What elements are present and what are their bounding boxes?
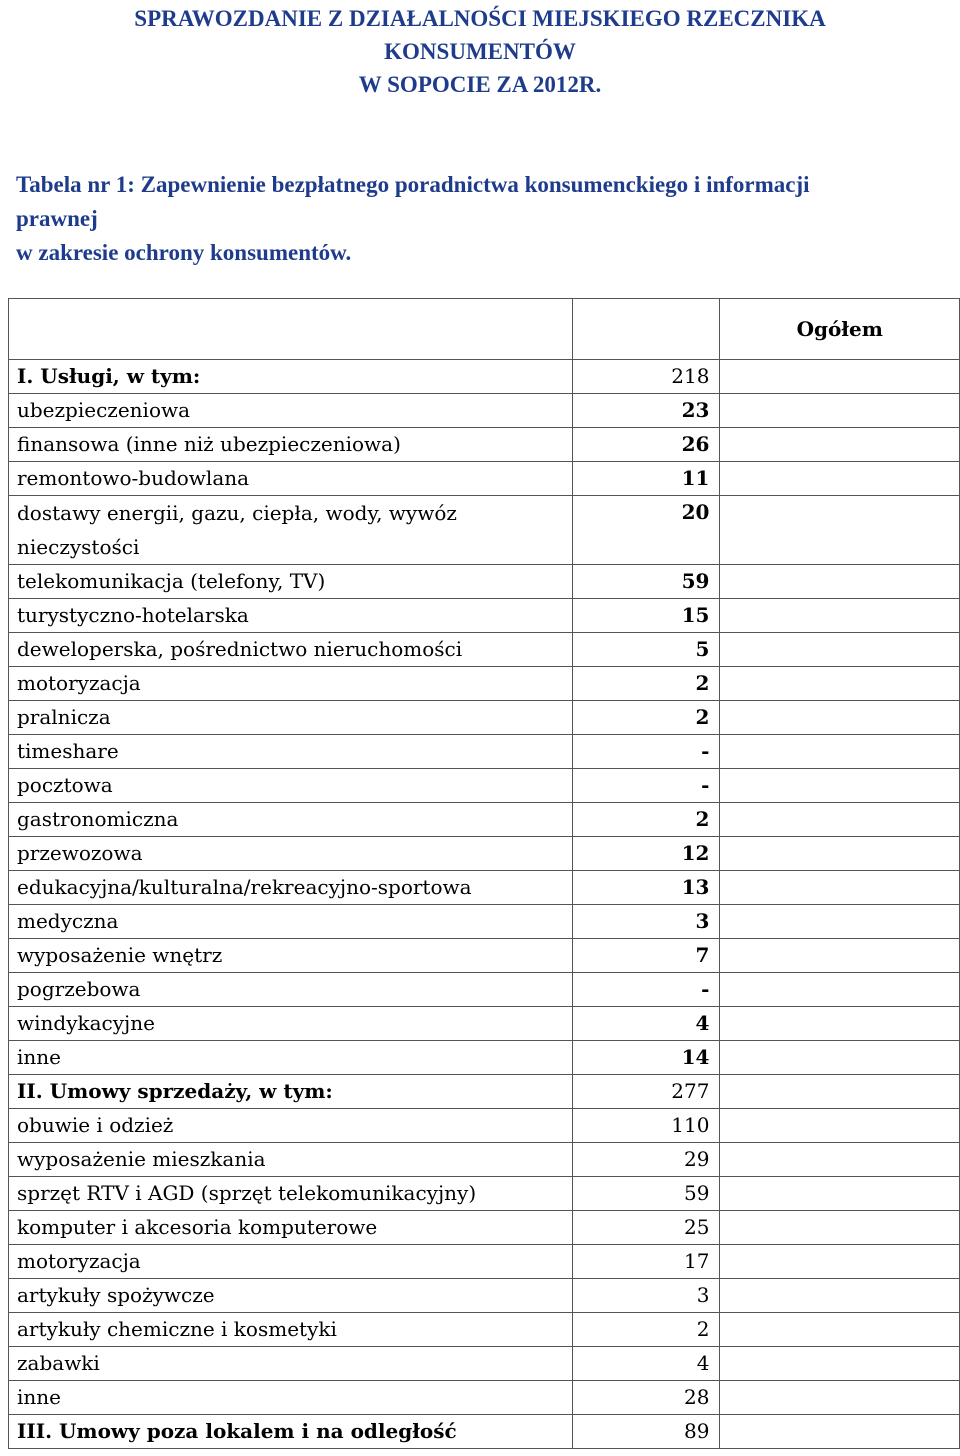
table-row — [9, 1109, 960, 1143]
row-value: 23 — [572, 394, 720, 428]
spacer-cell — [720, 667, 960, 701]
table-row — [9, 769, 960, 803]
row-label: sprzęt RTV i AGD (sprzęt telekomunikacyjny) — [9, 1177, 573, 1211]
row-value: 4 — [572, 1347, 720, 1381]
row-value: 20 — [572, 496, 720, 565]
row-value: - — [572, 973, 720, 1007]
row-value: 25 — [572, 1211, 720, 1245]
row-label: komputer i akcesoria komputerowe — [9, 1211, 573, 1245]
row-value: 13 — [572, 871, 720, 905]
table-row — [9, 1381, 960, 1415]
row-label: finansowa (inne niż ubezpieczeniowa) — [9, 428, 573, 462]
spacer-cell — [720, 905, 960, 939]
row-label: III. Umowy poza lokalem i na odległość — [9, 1415, 573, 1449]
row-label: inne — [9, 1381, 573, 1415]
row-value: - — [572, 769, 720, 803]
table-row — [9, 1177, 960, 1211]
table-row — [9, 905, 960, 939]
caption-line: Tabela nr 1: Zapewnienie bezpłatnego poradnictwa konsumenckiego i informacji — [16, 172, 810, 197]
spacer-cell — [720, 360, 960, 394]
row-value: 218 — [572, 360, 720, 394]
title-line: SPRAWOZDANIE Z DZIAŁALNOŚCI MIEJSKIEGO RZECZNIKA — [134, 6, 826, 31]
row-label: wyposażenie wnętrz — [9, 939, 573, 973]
row-value: 59 — [572, 1177, 720, 1211]
row-value: 3 — [572, 905, 720, 939]
row-value: 277 — [572, 1075, 720, 1109]
spacer-cell — [720, 803, 960, 837]
row-value: 12 — [572, 837, 720, 871]
table-caption — [16, 168, 956, 270]
spacer-cell — [720, 1041, 960, 1075]
row-value: 15 — [572, 599, 720, 633]
row-label: przewozowa — [9, 837, 573, 871]
table-row — [9, 565, 960, 599]
row-label: gastronomiczna — [9, 803, 573, 837]
table-row — [9, 973, 960, 1007]
row-label: pralnicza — [9, 701, 573, 735]
row-value: 110 — [572, 1109, 720, 1143]
row-label: zabawki — [9, 1347, 573, 1381]
row-value: 2 — [572, 803, 720, 837]
table-row — [9, 496, 960, 565]
row-value: 14 — [572, 1041, 720, 1075]
caption-line: w zakresie ochrony konsumentów. — [16, 240, 352, 265]
header-empty-cell — [572, 299, 720, 360]
section-row — [9, 1415, 960, 1449]
spacer-cell — [720, 735, 960, 769]
spacer-cell — [720, 939, 960, 973]
table-row — [9, 871, 960, 905]
table-row — [9, 803, 960, 837]
spacer-cell — [720, 837, 960, 871]
title-line: W SOPOCIE ZA 2012R. — [358, 72, 602, 97]
row-label: motoryzacja — [9, 1245, 573, 1279]
row-label: edukacyjna/kulturalna/rekreacyjno-sportowa — [9, 871, 573, 905]
spacer-cell — [720, 633, 960, 667]
spacer-cell — [720, 1415, 960, 1449]
row-value: 29 — [572, 1143, 720, 1177]
row-label: pocztowa — [9, 769, 573, 803]
row-label: deweloperska, pośrednictwo nieruchomości — [9, 633, 573, 667]
header-empty-cell — [9, 299, 573, 360]
table-row — [9, 1279, 960, 1313]
consumer-advice-table — [8, 298, 960, 1449]
title-line: KONSUMENTÓW — [384, 39, 576, 64]
table-row — [9, 599, 960, 633]
row-label: remontowo-budowlana — [9, 462, 573, 496]
table-row — [9, 428, 960, 462]
row-value: 2 — [572, 1313, 720, 1347]
spacer-cell — [720, 462, 960, 496]
section-row — [9, 360, 960, 394]
table-row — [9, 667, 960, 701]
table-row — [9, 701, 960, 735]
spacer-cell — [720, 1007, 960, 1041]
spacer-cell — [720, 871, 960, 905]
spacer-cell — [720, 1177, 960, 1211]
spacer-cell — [720, 1313, 960, 1347]
spacer-cell — [720, 973, 960, 1007]
table-row — [9, 633, 960, 667]
table-row — [9, 1041, 960, 1075]
table-row — [9, 1245, 960, 1279]
spacer-cell — [720, 1109, 960, 1143]
section-row — [9, 1075, 960, 1109]
row-value: 3 — [572, 1279, 720, 1313]
document-title — [0, 2, 960, 101]
row-label: telekomunikacja (telefony, TV) — [9, 565, 573, 599]
table-header-row — [9, 299, 960, 360]
row-label: inne — [9, 1041, 573, 1075]
row-value: 17 — [572, 1245, 720, 1279]
spacer-cell — [720, 769, 960, 803]
spacer-cell — [720, 1347, 960, 1381]
table-row — [9, 1211, 960, 1245]
spacer-cell — [720, 496, 960, 565]
row-value: 11 — [572, 462, 720, 496]
row-value: - — [572, 735, 720, 769]
spacer-cell — [720, 565, 960, 599]
spacer-cell — [720, 1143, 960, 1177]
table-row — [9, 1347, 960, 1381]
row-label: II. Umowy sprzedaży, w tym: — [9, 1075, 573, 1109]
row-value: 2 — [572, 667, 720, 701]
spacer-cell — [720, 1211, 960, 1245]
header-ogolem: Ogółem — [720, 299, 960, 360]
row-label: dostawy energii, gazu, ciepła, wody, wywóz nieczystości — [9, 496, 573, 565]
spacer-cell — [720, 701, 960, 735]
caption-line: prawnej — [16, 206, 98, 231]
row-label: I. Usługi, w tym: — [9, 360, 573, 394]
row-value: 26 — [572, 428, 720, 462]
table-row — [9, 462, 960, 496]
row-label: pogrzebowa — [9, 973, 573, 1007]
table-row — [9, 837, 960, 871]
row-label: medyczna — [9, 905, 573, 939]
row-value: 2 — [572, 701, 720, 735]
spacer-cell — [720, 1245, 960, 1279]
spacer-cell — [720, 394, 960, 428]
table-row — [9, 1007, 960, 1041]
spacer-cell — [720, 1075, 960, 1109]
table-row — [9, 939, 960, 973]
row-value: 5 — [572, 633, 720, 667]
spacer-cell — [720, 1279, 960, 1313]
row-label: turystyczno-hotelarska — [9, 599, 573, 633]
row-label: wyposażenie mieszkania — [9, 1143, 573, 1177]
table-row — [9, 394, 960, 428]
row-value: 4 — [572, 1007, 720, 1041]
table-row — [9, 1313, 960, 1347]
row-label: motoryzacja — [9, 667, 573, 701]
row-label: artykuły spożywcze — [9, 1279, 573, 1313]
row-label: artykuły chemiczne i kosmetyki — [9, 1313, 573, 1347]
row-value: 89 — [572, 1415, 720, 1449]
table-row — [9, 1143, 960, 1177]
row-label: windykacyjne — [9, 1007, 573, 1041]
row-value: 59 — [572, 565, 720, 599]
table-row — [9, 735, 960, 769]
row-label: timeshare — [9, 735, 573, 769]
spacer-cell — [720, 599, 960, 633]
spacer-cell — [720, 1381, 960, 1415]
row-value: 28 — [572, 1381, 720, 1415]
row-label: ubezpieczeniowa — [9, 394, 573, 428]
spacer-cell — [720, 428, 960, 462]
row-value: 7 — [572, 939, 720, 973]
row-label: obuwie i odzież — [9, 1109, 573, 1143]
